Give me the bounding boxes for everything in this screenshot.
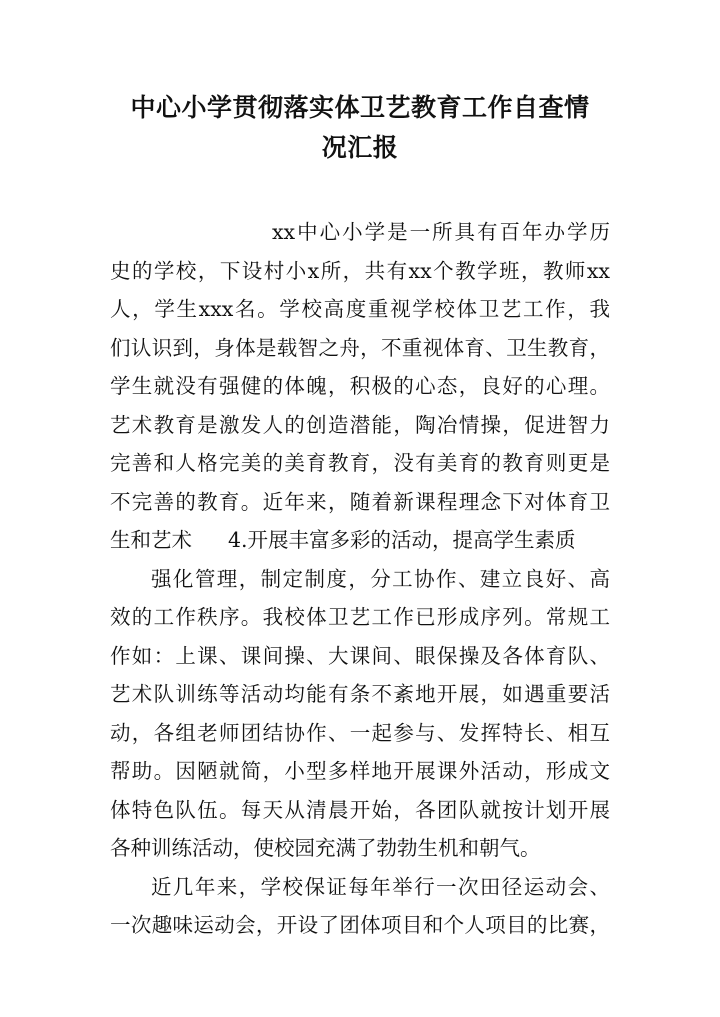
- paragraph-3-line: 一次趣味运动会，开设了团体项目和个人项目的比赛，: [110, 913, 610, 937]
- paragraph-2-line: 强化管理，制定制度，分工协作、建立良好、高: [151, 566, 610, 591]
- paragraph-2-line: 作如：上课、课间操、大课间、眼保操及各体育队、: [110, 643, 610, 668]
- document-title: [100, 88, 620, 168]
- paragraph-2-line: 各种训练活动，使校园充满了勃勃生机和朝气。: [110, 836, 541, 860]
- paragraph-2-line: 效的工作秩序。我校体卫艺工作已形成序列。常规工: [110, 605, 610, 629]
- paragraph-1-line: 不完善的教育。近年来，随着新课程理念下对体育卫: [110, 489, 610, 514]
- paragraph-2-line: 体特色队伍。每天从清晨开始，各团队就按计划开展: [110, 797, 610, 822]
- paragraph-1-last-line: [110, 521, 610, 560]
- document-body: [110, 213, 610, 945]
- last-line-part-2: 4.开展丰富多彩的活动，提高学生素质: [228, 528, 576, 552]
- paragraph-1-line: 史的学校，下设村小x所，共有xx个教学班，教师xx: [110, 258, 610, 283]
- title-line-2: 况汇报: [321, 133, 399, 162]
- last-line-part-1: 生和艺术: [110, 528, 192, 552]
- paragraph-1-line: xx中心小学是一所具有百年办学历: [272, 220, 610, 244]
- paragraph-3-line: 近几年来，学校保证每年举行一次田径运动会、: [151, 874, 610, 899]
- title-line-1: 中心小学贯彻落实体卫艺教育工作自查情: [130, 93, 590, 122]
- paragraph-1-line: 完善和人格完美的美育教育，没有美育的教育则更是: [110, 451, 610, 475]
- paragraph-1-line: 们认识到，身体是载智之舟，不重视体育、卫生教育，: [110, 335, 610, 360]
- paragraph-1-line: 学生就没有强健的体魄，积极的心态，良好的心理。: [110, 374, 610, 398]
- paragraph-2-line: 艺术队训练等活动均能有条不紊地开展，如遇重要活: [110, 682, 610, 706]
- paragraph-1-line: 人，学生xxx名。学校高度重视学校体卫艺工作，我: [110, 297, 610, 321]
- paragraph-1-line: 艺术教育是激发人的创造潜能，陶冶情操，促进智力: [110, 412, 610, 437]
- paragraph-2-line: 动，各组老师团结协作、一起参与、发挥特长、相互: [110, 720, 610, 745]
- paragraph-2-line: 帮助。因陋就简，小型多样地开展课外活动，形成文: [110, 759, 610, 783]
